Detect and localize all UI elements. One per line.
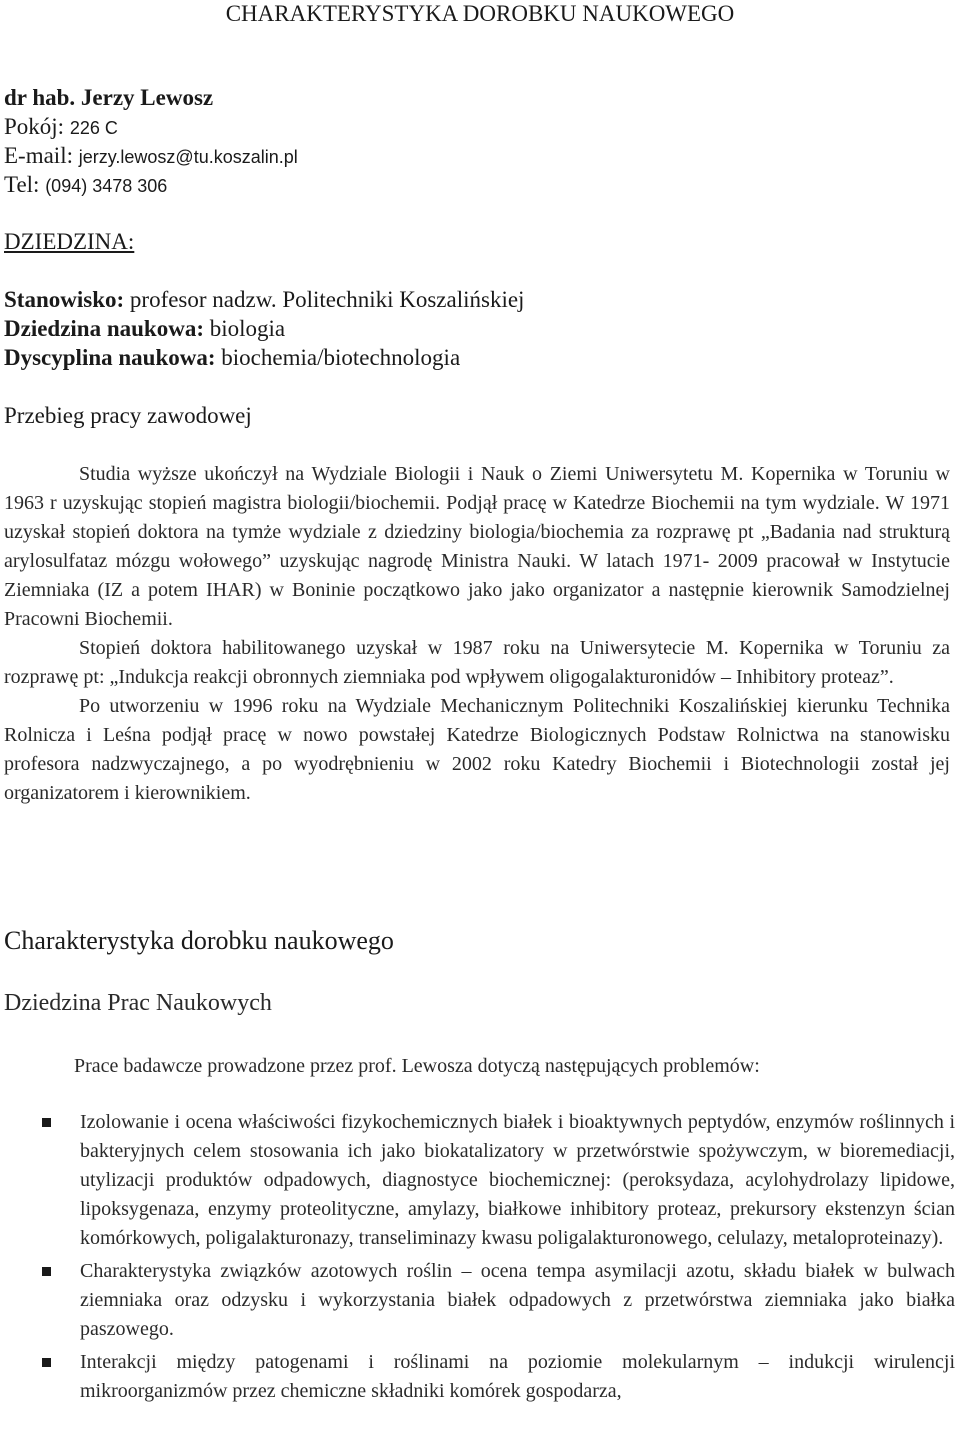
list-item-text: Interakcji między patogenami i roślinami na poziomie molekularnym – indukcji wirulencji mikroorganizmów przez chemiczne składniki komórek gospodarza, bbox=[80, 1351, 955, 1402]
email-label: E-mail: bbox=[4, 143, 73, 168]
career-paragraph-3: Po utworzeniu w 1996 roku na Wydziale Mechanicznym Politechniki Koszalińskiej kierunku Technika Rolnicza i Leśna podjął pracę w nowo powstałej Katedrze Biologicznych Podstaw Rolnictwa na stanowisku profesora nadzwyczajnego, a po wyodrębnieniu w 2002 roku Katedry Biochemii i Biotechnologii został jej organizatorem i kierownikiem. bbox=[4, 695, 950, 804]
tel-row bbox=[4, 171, 167, 200]
career-heading: Przebieg pracy zawodowej bbox=[4, 403, 252, 428]
discipline-row bbox=[4, 344, 460, 372]
room-row bbox=[4, 113, 118, 142]
position-value: profesor nadzw. Politechniki Koszalińskiej bbox=[129, 287, 525, 312]
field-row bbox=[4, 315, 285, 343]
research-heading: Charakterystyka dorobku naukowego bbox=[4, 926, 394, 955]
list-item-text: Izolowanie i ocena właściwości fizykochemicznych białek i bioaktywnych peptydów, enzymów roślinnych i bakteryjnych celem stosowania ich jako biokatalizatory w przetwórstwie spożywczym, w bioremediacji, utylizacji produktów odpadowych, diagnostyce biochemicznej: (peroksydaza, acylohydrolazy lipidowe, lipoksygenaza, enzymy proteolityczne, amylazy, białkowe inhibitory proteaz, prekursory ekstenzyn ścian komórkowych, poligalakturonazy, transeliminazy kwasu poligalakturonowego, celulazy, metaloproteinazy). bbox=[80, 1111, 955, 1249]
position-row bbox=[4, 286, 524, 314]
discipline-value: biochemia/biotechnologia bbox=[221, 345, 461, 370]
list-item bbox=[0, 1348, 955, 1406]
field-label: Dziedzina naukowa: bbox=[4, 316, 204, 341]
position-label: Stanowisko: bbox=[4, 287, 125, 312]
list-item bbox=[0, 1108, 955, 1253]
email-row bbox=[4, 142, 298, 171]
list-item bbox=[0, 1257, 955, 1344]
author-name: dr hab. Jerzy Lewosz bbox=[4, 85, 214, 110]
room-value: 226 C bbox=[69, 118, 118, 138]
career-paragraph-1: Studia wyższe ukończył na Wydziale Biologii i Nauk o Ziemi Uniwersytetu M. Kopernika w Toruniu w 1963 r uzyskując stopień magistra biologii/biochemii. Podjął pracę w Katedrze Biochemii na tym wydziale. W 1971 uzyskał stopień doktora na tymże wydziale z dziedziny biologia/biochemia za rozprawę pt „Badania nad strukturą arylosulfataz mózgu wołowego” uzyskując nagrodę Ministra Nauki. W latach 1971- 2009 pracował w Instytucie Ziemniaka (IZ a potem IHAR) w Boninie początkowo jako jako organizator a następnie kierownik Samodzielnej Pracowni Biochemii. bbox=[4, 463, 950, 630]
research-intro: Prace badawcze prowadzone przez prof. Lewosza dotyczą następujących problemów: bbox=[74, 1055, 760, 1077]
document-title: CHARAKTERYSTYKA DOROBKU NAUKOWEGO bbox=[225, 1, 735, 26]
tel-label: Tel: bbox=[4, 172, 40, 197]
field-value: biologia bbox=[209, 316, 286, 341]
square-bullet-icon bbox=[42, 1358, 51, 1367]
square-bullet-icon bbox=[42, 1118, 51, 1127]
research-topics-list bbox=[0, 1108, 960, 1410]
square-bullet-icon bbox=[42, 1267, 51, 1276]
research-subheading: Dziedzina Prac Naukowych bbox=[4, 990, 272, 1016]
discipline-label: Dyscyplina naukowa: bbox=[4, 345, 216, 370]
tel-value: (094) 3478 306 bbox=[45, 176, 168, 196]
section-heading: DZIEDZINA: bbox=[4, 229, 135, 254]
email-value: jerzy.lewosz@tu.koszalin.pl bbox=[78, 147, 298, 167]
list-item-text: Charakterystyka związków azotowych roślin – ocena tempa asymilacji azotu, składu białek w bulwach ziemniaka oraz odzysku i wykorzystania białek odpadowych z przetwórstwa ziemniaka jako białka paszowego. bbox=[80, 1260, 955, 1340]
career-section bbox=[4, 460, 950, 808]
career-paragraph-2: Stopień doktora habilitowanego uzyskał w 1987 roku na Uniwersytecie M. Kopernika w Toruniu za rozprawę pt: „Indukcja reakcji obronnych ziemniaka pod wpływem oligogalakturonidów – Inhibitory proteaz”. bbox=[4, 637, 950, 688]
room-label: Pokój: bbox=[4, 114, 65, 139]
